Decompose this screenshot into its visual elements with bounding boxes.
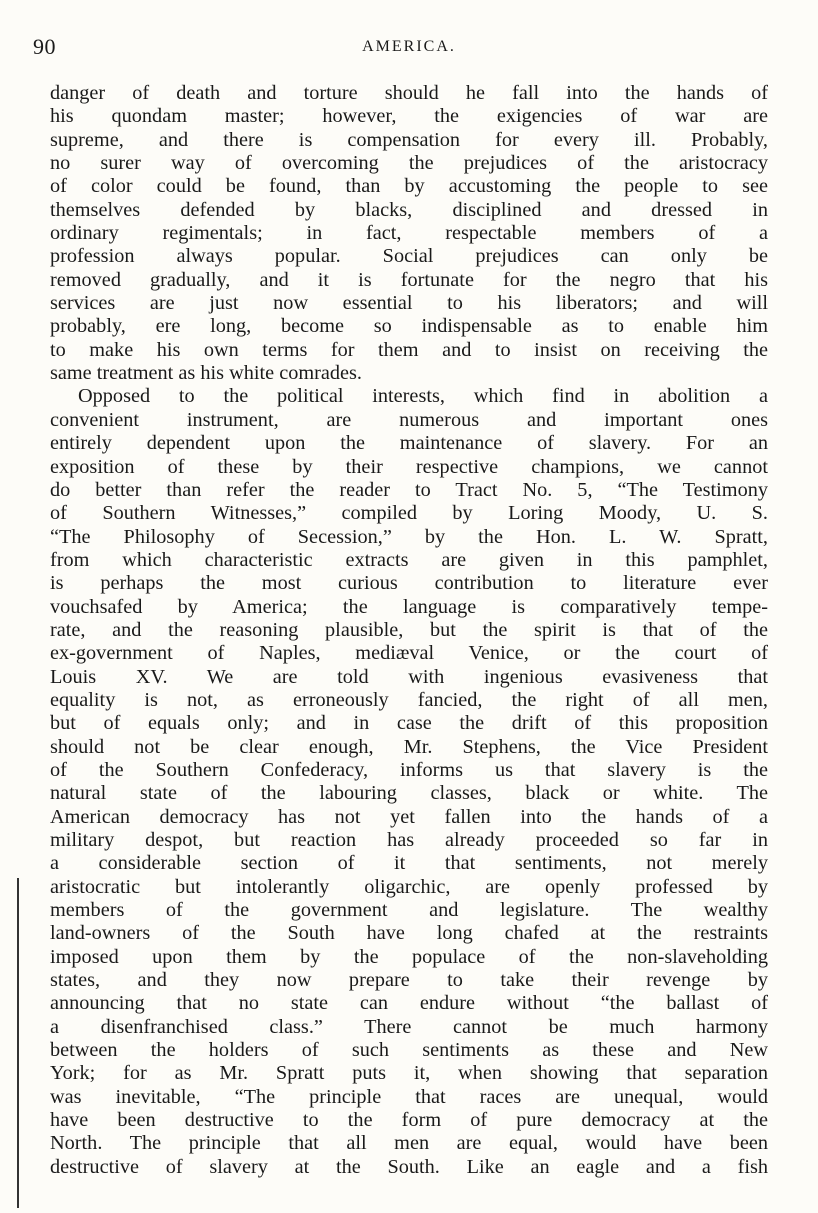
text-line: profession always popular. Social prejudices can only be (50, 245, 768, 268)
text-line: themselves defended by blacks, disciplined and dressed in (50, 198, 768, 221)
text-line: of color could be found, than by accustoming the people to see (50, 175, 768, 198)
text-line: announcing that no state can endure without “the ballast of (50, 992, 768, 1015)
page-number: 90 (33, 34, 56, 59)
text-line: entirely dependent upon the maintenance of slavery. For an (50, 432, 768, 455)
text-line: no surer way of overcoming the prejudices of the aristocracy (50, 152, 768, 175)
text-line: his quondam master; however, the exigencies of war are (50, 105, 768, 128)
text-line: equality is not, as erroneously fancied, the right of all men, (50, 688, 768, 711)
text-line: York; for as Mr. Spratt puts it, when showing that separation (50, 1062, 768, 1085)
text-line: vouchsafed by America; the language is comparatively tempe- (50, 595, 768, 618)
text-line: have been destructive to the form of pure democracy at the (50, 1109, 768, 1132)
paragraph-end-line: same treatment as his white comrades. (50, 362, 363, 385)
text-line: ex-government of Naples, mediæval Venice, or the court of (50, 642, 768, 665)
text-line: exposition of these by their respective champions, we cannot (50, 455, 768, 478)
text-line: rate, and the reasoning plausible, but the spirit is that of the (50, 618, 768, 641)
text-line: American democracy has not yet fallen into the hands of a (50, 805, 768, 828)
text-line: natural state of the labouring classes, black or white. The (50, 782, 768, 805)
text-line: “The Philosophy of Secession,” by the Hon. L. W. Spratt, (50, 525, 768, 548)
text-line: North. The principle that all men are equal, would have been (50, 1132, 768, 1155)
text-line: removed gradually, and it is fortunate for the negro that his (50, 268, 768, 291)
text-line: between the holders of such sentiments as these and New (50, 1039, 768, 1062)
binding-edge-line (17, 878, 19, 1208)
text-line: supreme, and there is compensation for every ill. Probably, (50, 128, 768, 151)
running-head: AMERICA. (362, 38, 456, 55)
text-line: from which characteristic extracts are given in this pamphlet, (50, 548, 768, 571)
text-line: a considerable section of it that sentiments, not merely (50, 852, 768, 875)
text-line: of the Southern Confederacy, informs us that slavery is the (50, 758, 768, 781)
text-line: land-owners of the South have long chafed at the restraints (50, 922, 768, 945)
text-line: military despot, but reaction has already proceeded so far in (50, 829, 768, 851)
text-line: members of the government and legislature. The wealthy (50, 899, 768, 922)
text-line: aristocratic but intolerantly oligarchic, are openly professed by (50, 875, 768, 898)
text-line: Louis XV. We are told with ingenious evasiveness that (50, 665, 768, 688)
text-line: probably, ere long, become so indispensable as to enable him (50, 315, 768, 338)
paragraph-start-line: Opposed to the political interests, which find in abolition a (78, 385, 768, 408)
text-line: do better than refer the reader to Tract No. 5, “The Testimony (50, 478, 768, 501)
text-line: but of equals only; and in case the drift of this proposition (50, 712, 768, 735)
text-line: states, and they now prepare to take their revenge by (50, 969, 768, 992)
text-line: danger of death and torture should he fall into the hands of (50, 82, 768, 104)
text-line: ordinary regimentals; in fact, respectable members of a (50, 222, 768, 245)
text-line: should not be clear enough, Mr. Stephens, the Vice President (50, 735, 768, 758)
text-line: is perhaps the most curious contribution to literature ever (50, 572, 768, 595)
text-line: services are just now essential to his liberators; and will (50, 292, 768, 315)
text-line: to make his own terms for them and to insist on receiving the (50, 338, 768, 361)
text-line: a disenfranchised class.” There cannot be much harmony (50, 1015, 768, 1038)
text-line: imposed upon them by the populace of the non-slaveholding (50, 945, 768, 968)
body-text (50, 82, 768, 1179)
text-line: was inevitable, “The principle that races are unequal, would (50, 1085, 768, 1108)
text-line: destructive of slavery at the South. Like an eagle and a fish (50, 1155, 768, 1178)
text-line: of Southern Witnesses,” compiled by Loring Moody, U. S. (50, 502, 768, 525)
text-line: convenient instrument, are numerous and important ones (50, 408, 768, 431)
